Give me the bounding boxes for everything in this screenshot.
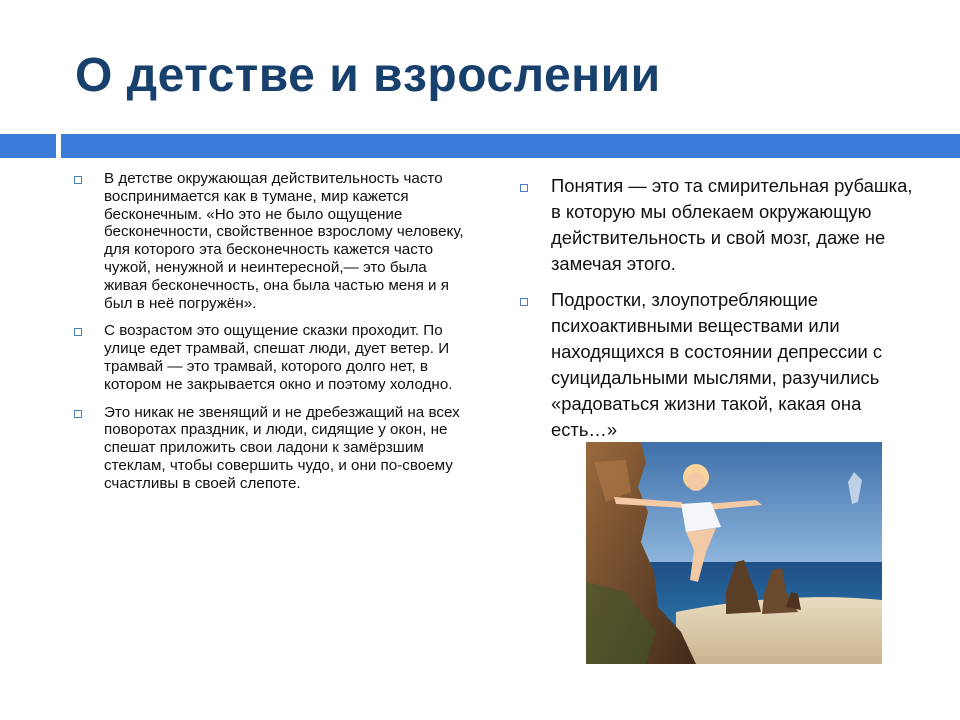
- left-bullet-item: [72, 170, 472, 312]
- left-bullet-item: [72, 322, 472, 393]
- left-bullet-text: Это никак не звенящий и не дребезжащий на всех поворотах праздник, и люди, сидящие у окон, не спешат приложить свои ладони к замёрзшим стеклам, чтобы совершить чудо, и они по-своему счастливы в своей слепоте.: [104, 403, 460, 492]
- painting-illustration: [586, 442, 882, 664]
- square-bullet-icon: [520, 184, 528, 192]
- right-bullet-list: [518, 173, 918, 453]
- right-bullet-text: Подростки, злоупотребляющие психоактивными веществами или находящихся в состоянии депрессии с суицидальными мыслями, разучились «радоваться жизни такой, какая она есть…»: [551, 289, 883, 440]
- left-bullet-text: В детстве окружающая действительность часто воспринимается как в тумане, мир кажется бесконечным. «Но это не было ощущение бесконечности, свойственное взрослому человеку, для которого эта бесконечность кажется часто чужой, ненужной и неинтересной,— это была живая бесконечность, она была частью меня и я был в неё погружён».: [104, 170, 464, 312]
- slide-title: О детстве и взрослении: [75, 49, 661, 102]
- painting-image: [586, 442, 882, 664]
- right-bullet-item: [518, 287, 918, 443]
- right-bullet-item: [518, 173, 918, 277]
- left-bullet-text: С возрастом это ощущение сказки проходит. По улице едет трамвай, спешат люди, дует ветер. И трамвай — это трамвай, которого долго нет, в котором не закрывается окно и поэтому холодно.: [104, 322, 453, 393]
- left-bullet-list: [72, 170, 472, 503]
- square-bullet-icon: [520, 298, 528, 306]
- square-bullet-icon: [74, 176, 82, 184]
- right-bullet-text: Понятия — это та смирительная рубашка, в которую мы облекаем окружающую действительность и свой мозг, даже не замечая этого.: [551, 175, 913, 274]
- left-bullet-item: [72, 404, 472, 493]
- square-bullet-icon: [74, 410, 82, 418]
- accent-bar-left: [0, 134, 56, 158]
- square-bullet-icon: [74, 328, 82, 336]
- accent-bar-right: [61, 134, 960, 158]
